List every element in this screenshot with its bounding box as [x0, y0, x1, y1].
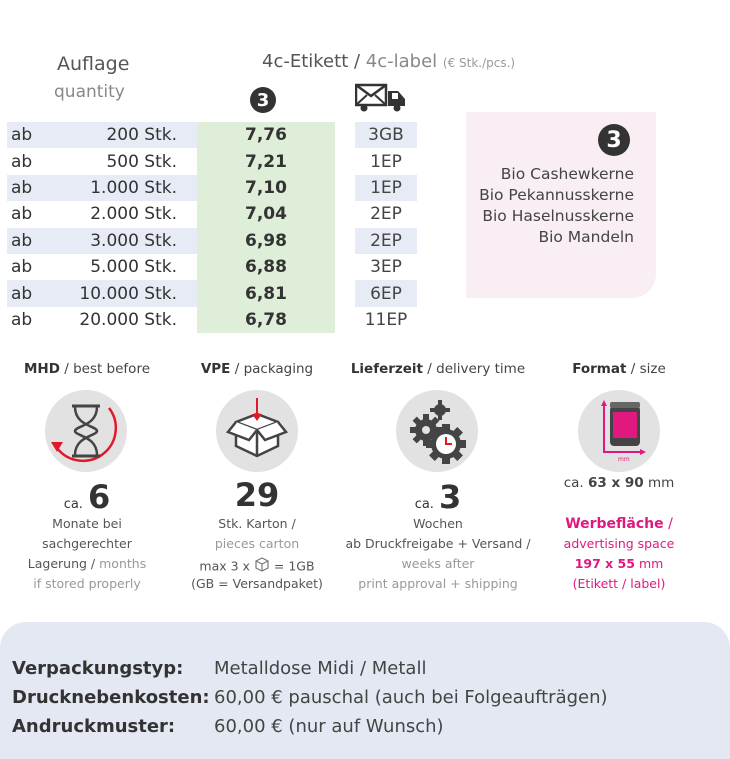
label-en: 4c-label	[365, 51, 438, 72]
mini-box-icon	[254, 556, 270, 578]
mhd-value	[20, 478, 154, 516]
quantity-cell: 20.000 Stk.	[79, 309, 177, 330]
variant-item: Bio Pekannusskerne	[479, 186, 634, 204]
quantity-cell: 2.000 Stk.	[90, 204, 177, 225]
delivery-description	[330, 514, 546, 594]
price-cell: 7,10	[197, 175, 335, 201]
ad-unit: mm	[638, 556, 664, 571]
vpe-title-de: VPE	[200, 361, 231, 377]
label-sep: /	[348, 51, 366, 72]
shipping-cell: 11EP	[364, 309, 408, 330]
spacer-cell	[335, 122, 355, 148]
ad-size: 197 x 55	[574, 556, 635, 571]
footer-value: 60,00 € (nur auf Wunsch)	[214, 716, 444, 737]
ad-de: Werbefläche	[565, 516, 664, 532]
delivery-title-de: Lieferzeit	[350, 361, 423, 377]
vpe-title-en: packaging	[243, 361, 314, 377]
spacer-cell	[335, 148, 355, 174]
vpe-line3b: = 1GB	[273, 558, 315, 574]
spacer-cell	[335, 175, 355, 201]
mhd-description	[8, 514, 166, 594]
shipping-cell: 2EP	[370, 204, 402, 225]
mhd-ca: ca.	[63, 497, 83, 512]
variant-list	[479, 164, 634, 248]
vpe-number: 29	[234, 476, 280, 514]
mhd-line: Monate bei	[52, 516, 122, 531]
delivery-line: ab Druckfreigabe + Versand /	[345, 536, 531, 551]
spacer-cell	[335, 201, 355, 227]
format-size-value: 63 x 90	[588, 475, 644, 491]
format-size	[552, 475, 686, 491]
price-table	[7, 122, 417, 333]
ad-line: Werbefläche /	[565, 516, 673, 532]
format-title-de: Format	[572, 361, 627, 377]
mhd-number: 6	[88, 478, 111, 516]
format-size-unit: mm	[647, 475, 675, 491]
unit-note: (€ Stk./pcs.)	[442, 56, 516, 70]
delivery-number: 3	[439, 478, 462, 516]
format-size-prefix: ca.	[563, 475, 584, 491]
quantity-prefix: ab	[11, 204, 33, 225]
variant-number-badge: 3	[250, 87, 276, 113]
ad-space-description	[532, 514, 706, 594]
delivery-ca: ca.	[414, 497, 434, 512]
mhd-line: if stored properly	[33, 576, 141, 591]
spacer-cell	[335, 228, 355, 254]
mhd-title-en: best before	[73, 361, 151, 377]
table-row	[7, 201, 417, 227]
shipping-cell: 2EP	[355, 228, 417, 254]
footer-row	[12, 716, 444, 737]
format-title: Format / size	[572, 361, 666, 377]
variant-item: Bio Mandeln	[538, 228, 634, 246]
quantity-prefix: ab	[11, 151, 33, 172]
vpe-line	[180, 556, 334, 578]
variant-item: Bio Haselnusskerne	[482, 207, 634, 225]
price-cell: 6,78	[197, 307, 335, 333]
mhd-line3-en: months	[99, 556, 147, 571]
footer-row	[12, 687, 608, 708]
delivery-value	[348, 478, 528, 516]
vpe-line: Stk. Karton /	[218, 516, 296, 531]
delivery-line: Wochen	[413, 516, 463, 531]
table-row	[7, 148, 417, 174]
vpe-line3a: max 3 x	[199, 558, 250, 574]
quantity-prefix: ab	[11, 257, 33, 278]
mhd-title: MHD / best before	[23, 361, 151, 377]
shipping-cell: 1EP	[355, 175, 417, 201]
footer-key: Andruckmuster:	[12, 716, 176, 737]
quantity-prefix: ab	[7, 122, 51, 148]
mhd-line3-de: Lagerung	[27, 556, 87, 571]
label-heading	[262, 51, 515, 72]
footer-panel	[0, 622, 730, 759]
price-cell: 7,04	[197, 201, 335, 227]
quantity-cell: 3.000 Stk.	[51, 228, 197, 254]
quantity-prefix: ab	[7, 228, 51, 254]
shipping-cell: 3GB	[355, 122, 417, 148]
vpe-title: VPE / packaging	[200, 361, 314, 377]
footer-value: 60,00 € pauschal (auch bei Folgeaufträgen)	[214, 687, 608, 708]
delivery-truck-icon	[355, 82, 409, 116]
vpe-description	[180, 514, 334, 590]
ad-line: (Etikett / label)	[572, 576, 666, 591]
quantity-heading: quantity	[54, 82, 125, 102]
delivery-line: weeks after	[401, 556, 475, 571]
delivery-line: print approval + shipping	[358, 576, 518, 591]
quantity-cell: 1.000 Stk.	[51, 175, 197, 201]
delivery-title: Lieferzeit / delivery time	[350, 361, 526, 377]
price-cell: 7,76	[197, 122, 335, 148]
delivery-title-en: delivery time	[436, 361, 526, 377]
spacer-cell	[335, 307, 355, 333]
vpe-line: (GB = Versandpaket)	[191, 576, 323, 591]
box-icon	[216, 390, 298, 472]
variant-item: Bio Cashewkerne	[500, 165, 634, 183]
auflage-heading: Auflage	[57, 53, 130, 75]
ad-line	[532, 554, 706, 574]
mm-label: mm	[618, 456, 630, 463]
variant-box-number: 3	[598, 124, 630, 156]
footer-key: Verpackungstyp:	[12, 658, 184, 679]
table-row	[7, 122, 417, 148]
format-title-en: size	[639, 361, 666, 377]
mhd-line: sachgerechter	[42, 536, 132, 551]
quantity-cell: 200 Stk.	[51, 122, 197, 148]
quantity-prefix: ab	[7, 280, 51, 306]
label-format-icon	[578, 390, 660, 472]
vpe-line: pieces carton	[214, 536, 300, 551]
shipping-cell: 6EP	[355, 280, 417, 306]
price-cell: 6,88	[197, 254, 335, 280]
quantity-cell: 5.000 Stk.	[90, 257, 177, 278]
footer-row	[12, 658, 426, 679]
price-cell: 6,81	[197, 280, 335, 306]
footer-key: Drucknebenkosten:	[12, 687, 210, 708]
quantity-cell: 500 Stk.	[106, 151, 177, 172]
spacer-cell	[335, 254, 355, 280]
hourglass-icon	[45, 390, 127, 472]
table-row	[7, 228, 417, 254]
mhd-title-de: MHD	[23, 361, 60, 377]
table-row	[7, 280, 417, 306]
variant-box	[466, 112, 656, 298]
quantity-prefix: ab	[11, 309, 33, 330]
ad-line: advertising space	[563, 536, 675, 551]
price-cell: 7,21	[197, 148, 335, 174]
mhd-line: Lagerung / months	[27, 556, 147, 571]
gears-clock-icon	[396, 390, 478, 472]
table-row	[7, 254, 417, 280]
spacer-cell	[335, 280, 355, 306]
table-row	[7, 175, 417, 201]
quantity-prefix: ab	[7, 175, 51, 201]
label-de: 4c-Etikett	[262, 51, 349, 72]
footer-value: Metalldose Midi / Metall	[214, 658, 427, 679]
price-cell: 6,98	[197, 228, 335, 254]
shipping-cell: 3EP	[370, 257, 402, 278]
shipping-cell: 1EP	[370, 151, 402, 172]
table-row	[7, 307, 417, 333]
quantity-cell: 10.000 Stk.	[51, 280, 197, 306]
